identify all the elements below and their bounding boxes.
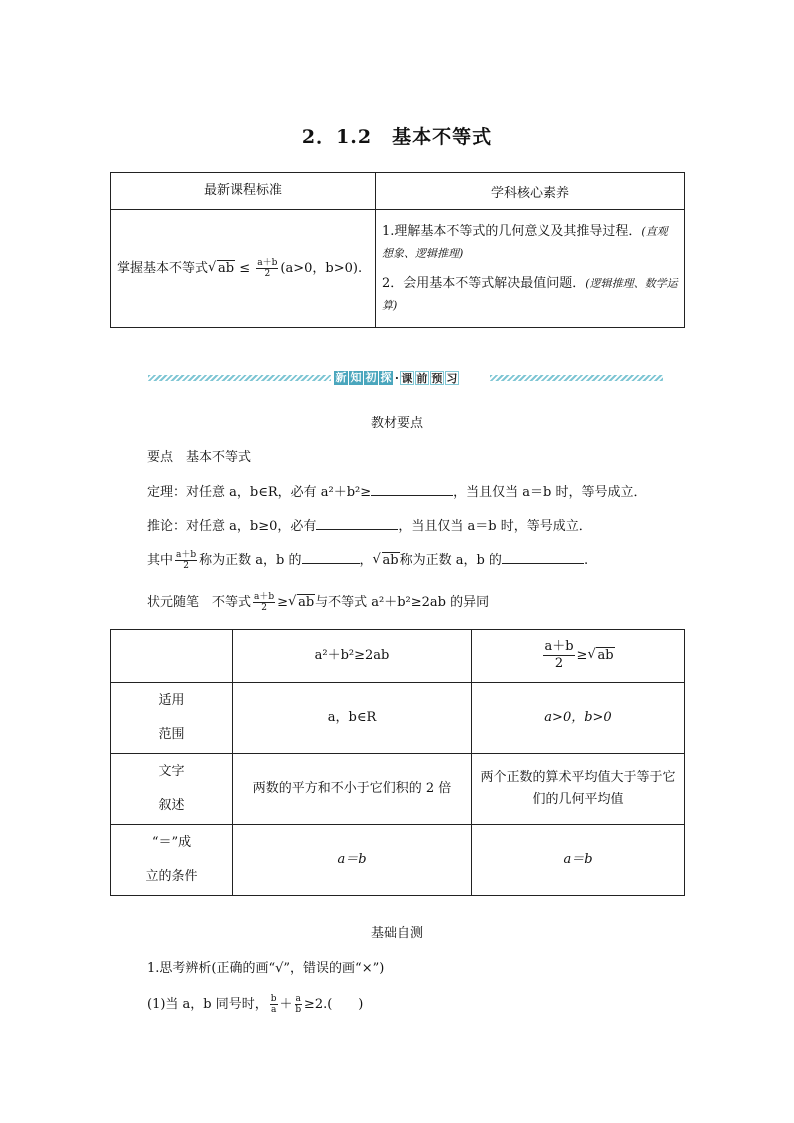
left-prefix: 掌握基本不等式 (117, 260, 209, 276)
standards-header-right: 学科核心素养 (376, 173, 685, 210)
where-line: 其中 $\frac{a+b}{2}$ 称为正数 a，b 的 ，√ ab称为正数 a，b 的 . (147, 549, 588, 571)
text-col2: 两个正数的算术平均值大于等于它们的几何平均值 (472, 754, 685, 825)
standards-header-left: 最新课程标准 (111, 173, 376, 210)
question-1-1: (1)当 a，b 同号时， $\frac{b}{a}$ ＋ $\frac{a}{b}$ ≥2.( ) (147, 994, 364, 1015)
banner-stripe-left (148, 375, 331, 381)
sqrt-ab: √ ab (373, 553, 400, 568)
blank-arithmetic-mean[interactable] (302, 549, 360, 564)
standards-left-cell (111, 210, 376, 328)
blank-corollary[interactable] (316, 515, 398, 530)
literacy-item-2: 2．会用基本不等式解决最值问题．(逻辑推理、数学运算) (382, 275, 678, 312)
fraction-a-plus-b-over-2: $\frac{a+b}{2}$ (176, 550, 197, 571)
col-header-squares: a²＋b²≥2ab (233, 630, 472, 683)
row-label-scope: 适用 范围 (111, 683, 233, 754)
sqrt-ab: √ ab (288, 595, 315, 610)
col-header-mean: $\frac{a+b}{2}$ ≥√ ab (472, 630, 685, 683)
question-1: 1.思考辨析(正确的画“√”，错误的画“×”) (147, 961, 385, 976)
banner-badge: 新 知 初 探 · 课 前 预 习 (335, 371, 458, 385)
sqrt-ab: √ ab (587, 639, 614, 673)
theorem-line: 定理：对任意 a，b∈R，必有 a²＋b²≥ ，当且仅当 a＝b 时，等号成立． (147, 481, 646, 500)
blank-theorem[interactable] (371, 481, 453, 496)
corollary-line: 推论：对任意 a，b≥0，必有 ，当且仅当 a＝b 时，等号成立． (147, 515, 592, 534)
fraction-a-over-b: $\frac{a}{b}$ (295, 994, 302, 1015)
sqrt-ab: √ ab (208, 258, 235, 280)
fraction-a-plus-b-over-2: $\frac{a+b}{2}$ (544, 639, 574, 671)
row-label-text: 文字 叙述 (111, 754, 233, 825)
standards-table (110, 172, 685, 328)
banner-stripe-right (490, 375, 663, 381)
empty-corner-cell (111, 630, 233, 683)
fraction-a-plus-b-over-2: $\frac{a+b}{2}$ (257, 257, 278, 279)
equality-col2: a＝b (472, 825, 685, 896)
tip-line: 状元随笔 不等式 $\frac{a+b}{2}$ ≥√ ab与不等式 a²＋b²≥2ab 的异同 (147, 591, 489, 613)
literacy-item-1: 1.理解基本不等式的几何意义及其推导过程．(直观想象、逻辑推理) (382, 223, 668, 260)
text-col1: 两数的平方和不小于它们积的 2 倍 (233, 754, 472, 825)
fraction-a-plus-b-over-2: $\frac{a+b}{2}$ (254, 592, 275, 613)
section-heading-self-test: 基础自测 (370, 926, 423, 941)
scope-col1: a，b∈R (233, 683, 472, 754)
left-suffix: (a>0，b>0). (280, 260, 363, 276)
section-heading-materials: 教材要点 (370, 416, 423, 431)
standards-right-cell (376, 210, 685, 328)
key-point: 要点 基本不等式 (147, 450, 252, 465)
section-banner (148, 370, 663, 386)
blank-geometric-mean[interactable] (502, 549, 584, 564)
row-label-equality: “＝”成 立的条件 (111, 825, 233, 896)
scope-col2: a>0，b>0 (472, 683, 685, 754)
comparison-table (110, 629, 685, 896)
le-sign: ≤ (239, 260, 251, 276)
page-title: 2．1.2 基本不等式 (301, 126, 493, 148)
fraction-b-over-a: $\frac{b}{a}$ (270, 994, 277, 1015)
equality-col1: a＝b (233, 825, 472, 896)
